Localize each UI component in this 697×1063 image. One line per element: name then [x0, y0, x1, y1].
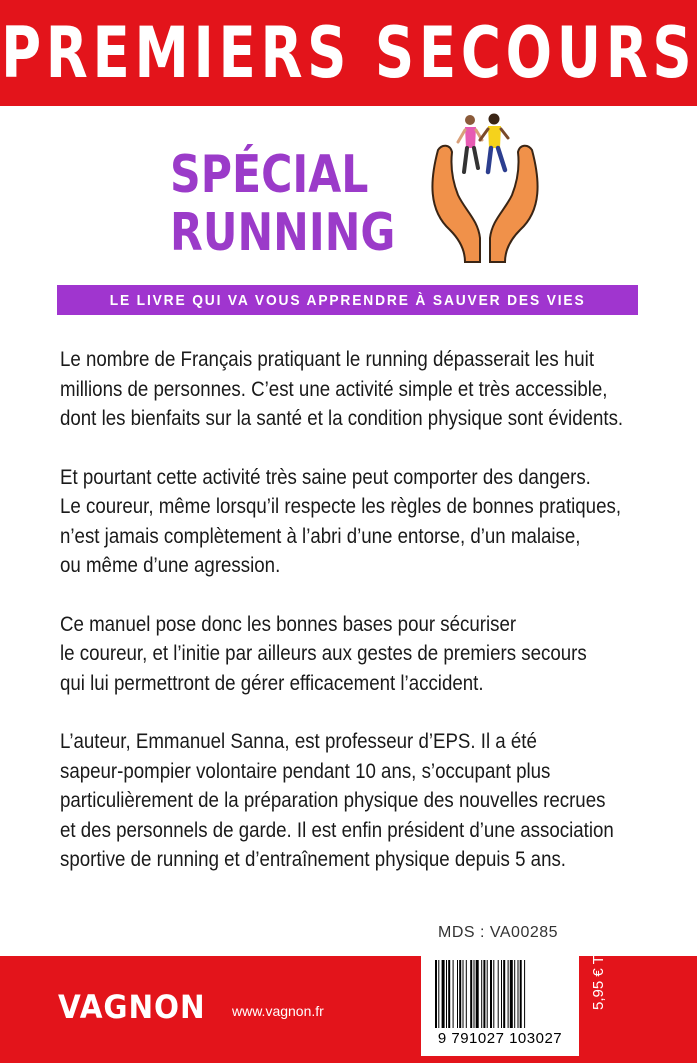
book-title: PREMIERS SECOURS: [0, 12, 697, 94]
barcode: [421, 948, 579, 1056]
subtitle-line-1: SPÉCIAL: [170, 145, 369, 205]
publisher-website: www.vagnon.fr: [232, 1003, 324, 1019]
tagline-text: LE LIVRE QUI VA VOUS APPRENDRE À SAUVER DES VIES: [109, 291, 586, 309]
mds-code: MDS : VA00285: [438, 924, 559, 941]
paragraph-2: Et pourtant cette activité très saine peut comporter des dangers. Le coureur, même lorsqu’il respecte les règles de bonnes pratiques, n’est jamais complètement à l’abri d’une entorse, d’un malaise, ou même d’une agression.: [60, 465, 622, 577]
isbn-number: 9 791027 103027: [437, 1030, 563, 1047]
paragraph-1: Le nombre de Français pratiquant le running dépasserait les huit millions de personnes. C’est une activité simple et très accessible, dont les bienfaits sur la santé et la condition physique sont évidents.: [60, 348, 624, 430]
hands-runners-icon: [420, 110, 550, 265]
barcode-bars: [433, 960, 567, 1028]
publisher-logo: VAGNON: [58, 988, 206, 1026]
paragraph-3: Ce manuel pose donc les bonnes bases pour sécuriser le coureur, et l’initie par ailleurs aux gestes de premiers secours qui lui permettront de gérer efficacement l’accident.: [60, 612, 587, 695]
tagline-banner: [57, 285, 638, 315]
header-band: [0, 0, 697, 106]
back-cover-text: [60, 345, 660, 904]
paragraph-4: L’auteur, Emmanuel Sanna, est professeur d’EPS. Il a été sapeur-pompier volontaire pendant 10 ans, s’occupant plus particulièrement de la préparation physique des nouvelles recrues et des personnels de garde. Il est enfin président d’une association sportive de running et d’entraînement physique depuis 5 ans.: [60, 730, 614, 871]
subtitle: [170, 146, 395, 262]
subtitle-line-2: RUNNING: [170, 203, 396, 263]
price-label: 5,95 € TTC: [590, 935, 607, 1010]
